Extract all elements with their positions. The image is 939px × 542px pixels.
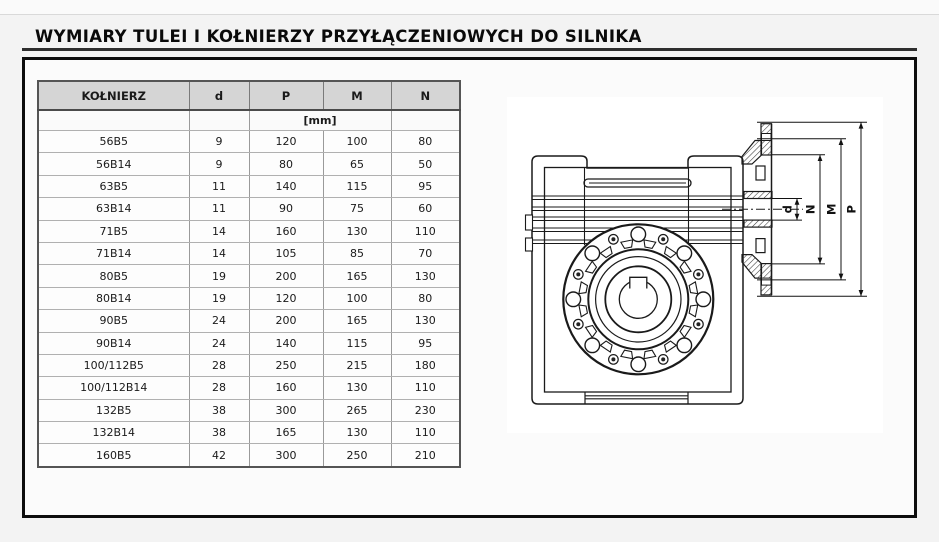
page-title: WYMIARY TULEI I KOŁNIERZY PRZYŁĄCZENIOWYCH DO SILNIKA (35, 27, 642, 46)
cell-m: 215 (323, 354, 391, 376)
cell-kolnierz: 71B5 (38, 220, 189, 242)
hub-wall-upper (744, 192, 772, 199)
cell-kolnierz: 132B14 (38, 422, 189, 444)
cell-kolnierz: 100/112B5 (38, 354, 189, 376)
table-row (38, 422, 460, 444)
cell-m: 165 (323, 310, 391, 332)
column-header-m: M (323, 81, 391, 110)
cell-m: 250 (323, 444, 391, 467)
table-row (38, 444, 460, 467)
cell-kolnierz: 160B5 (38, 444, 189, 467)
table-row (38, 131, 460, 153)
cell-p: 160 (249, 220, 323, 242)
unit-label: [mm] (249, 110, 391, 131)
table-body (38, 131, 460, 467)
cell-d: 42 (189, 444, 249, 467)
column-header-n: N (391, 81, 460, 110)
table-row (38, 153, 460, 175)
cell-p: 300 (249, 399, 323, 421)
cell-m: 265 (323, 399, 391, 421)
table-row (38, 399, 460, 421)
flange-dimensions-table (37, 80, 461, 468)
output-flange-face (563, 224, 713, 374)
cell-d: 9 (189, 153, 249, 175)
cell-d: 11 (189, 198, 249, 220)
dim-label-d: d (780, 205, 795, 214)
cell-kolnierz: 80B14 (38, 287, 189, 309)
cell-m: 115 (323, 332, 391, 354)
cell-m: 130 (323, 220, 391, 242)
top-strip (0, 0, 939, 15)
table-row (38, 242, 460, 264)
left-fin-tab (526, 215, 533, 230)
cell-p: 200 (249, 265, 323, 287)
cell-n: 95 (391, 175, 460, 197)
cell-n: 70 (391, 242, 460, 264)
cavity-step-lower (756, 239, 765, 253)
cell-d: 24 (189, 310, 249, 332)
cavity-step-upper (756, 166, 765, 180)
cell-n: 80 (391, 131, 460, 153)
cell-d: 19 (189, 265, 249, 287)
cell-p: 80 (249, 153, 323, 175)
cell-kolnierz: 90B5 (38, 310, 189, 332)
cell-m: 130 (323, 377, 391, 399)
column-header-kolnierz: KOŁNIERZ (38, 81, 189, 110)
cell-p: 105 (249, 242, 323, 264)
cell-d: 28 (189, 354, 249, 376)
cell-n: 130 (391, 310, 460, 332)
unit-cell-empty (189, 110, 249, 131)
cell-kolnierz: 56B5 (38, 131, 189, 153)
cell-m: 100 (323, 131, 391, 153)
cell-m: 115 (323, 175, 391, 197)
table-row (38, 332, 460, 354)
cell-d: 14 (189, 220, 249, 242)
dim-label-n: N (803, 204, 818, 215)
unit-cell-empty (391, 110, 460, 131)
cell-p: 200 (249, 310, 323, 332)
bolt-hole-section-lower (762, 278, 772, 285)
table-row (38, 198, 460, 220)
cell-kolnierz: 71B14 (38, 242, 189, 264)
cell-p: 160 (249, 377, 323, 399)
cell-p: 300 (249, 444, 323, 467)
cell-n: 60 (391, 198, 460, 220)
cell-n: 50 (391, 153, 460, 175)
table-row (38, 310, 460, 332)
cell-n: 110 (391, 422, 460, 444)
cell-d: 11 (189, 175, 249, 197)
cell-kolnierz: 56B14 (38, 153, 189, 175)
cell-kolnierz: 63B14 (38, 198, 189, 220)
cell-d: 19 (189, 287, 249, 309)
cell-d: 24 (189, 332, 249, 354)
dim-label-p: P (844, 205, 859, 214)
table-header-row (38, 81, 460, 110)
keyway-mask (630, 277, 647, 288)
column-header-d: d (189, 81, 249, 110)
hub-wall-lower (744, 220, 772, 227)
cell-p: 250 (249, 354, 323, 376)
cell-m: 85 (323, 242, 391, 264)
cell-m: 75 (323, 198, 391, 220)
dim-label-m: M (824, 203, 839, 216)
table-row (38, 175, 460, 197)
cell-kolnierz: 132B5 (38, 399, 189, 421)
cell-n: 230 (391, 399, 460, 421)
bolt-hole-section-upper (762, 134, 772, 141)
cell-d: 28 (189, 377, 249, 399)
cell-m: 165 (323, 265, 391, 287)
cell-kolnierz: 90B14 (38, 332, 189, 354)
unit-cell-empty (38, 110, 189, 131)
table-row (38, 354, 460, 376)
cell-n: 210 (391, 444, 460, 467)
cell-p: 140 (249, 332, 323, 354)
cell-n: 130 (391, 265, 460, 287)
table-row (38, 265, 460, 287)
cell-n: 110 (391, 377, 460, 399)
unit-row (38, 110, 460, 131)
cell-d: 14 (189, 242, 249, 264)
table-row (38, 287, 460, 309)
technical-drawing (505, 95, 885, 435)
cell-d: 9 (189, 131, 249, 153)
column-header-p: P (249, 81, 323, 110)
cell-kolnierz: 63B5 (38, 175, 189, 197)
title-rule (22, 48, 917, 51)
cell-n: 80 (391, 287, 460, 309)
cell-m: 100 (323, 287, 391, 309)
cell-d: 38 (189, 399, 249, 421)
cell-p: 140 (249, 175, 323, 197)
left-fin-tab (526, 238, 533, 251)
cell-p: 90 (249, 198, 323, 220)
cell-n: 95 (391, 332, 460, 354)
cell-n: 180 (391, 354, 460, 376)
cell-p: 120 (249, 131, 323, 153)
cell-d: 38 (189, 422, 249, 444)
flange-outer-circle (563, 224, 713, 374)
table-row (38, 220, 460, 242)
cell-m: 130 (323, 422, 391, 444)
cell-kolnierz: 80B5 (38, 265, 189, 287)
cell-p: 165 (249, 422, 323, 444)
cell-n: 110 (391, 220, 460, 242)
cell-m: 65 (323, 153, 391, 175)
cell-kolnierz: 100/112B14 (38, 377, 189, 399)
table-row (38, 377, 460, 399)
cell-p: 120 (249, 287, 323, 309)
